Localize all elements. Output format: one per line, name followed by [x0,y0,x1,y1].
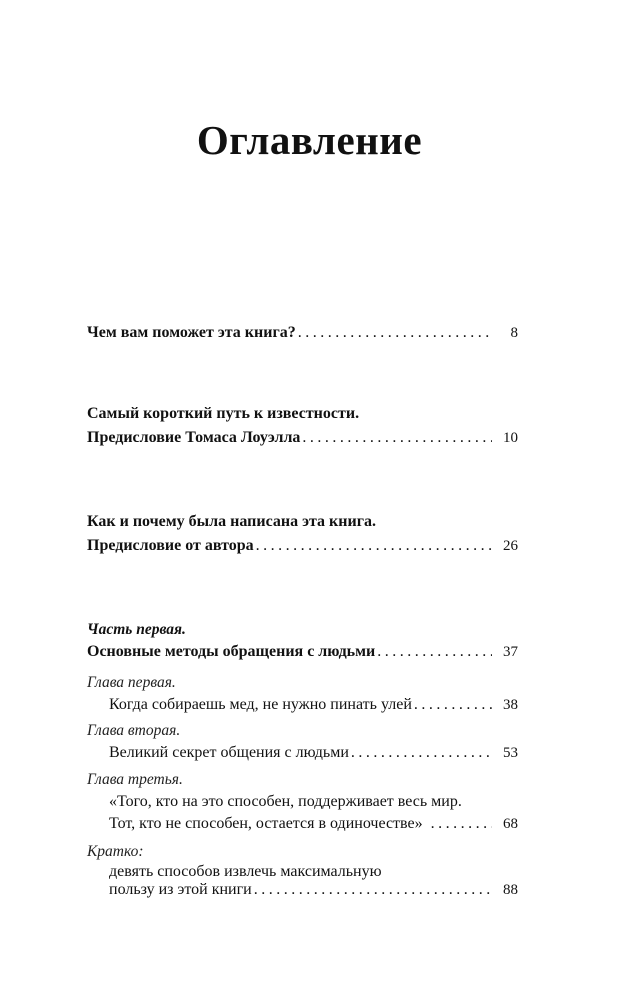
toc-entry-chapter-2[interactable] [109,742,518,764]
page-number: 53 [503,745,518,761]
toc-entry-chapter-3[interactable] [109,813,518,835]
part-label: Часть первая. [87,621,186,638]
dot-leader [351,742,492,764]
entry-title: Когда собираешь мед, не нужно пинать улей [109,696,412,713]
dot-leader [256,535,492,557]
entry-title: Чем вам поможет эта книга? [87,324,296,341]
entry-title: Великий секрет общения с людьми [109,744,349,761]
entry-title: Как и почему была написана эта книга. [87,513,376,530]
page-number: 26 [503,538,518,554]
dot-leader [431,813,492,835]
toc-entry-author-preface-line1[interactable] [87,511,518,533]
page-number: 88 [503,882,518,898]
toc-entry-summary[interactable] [109,879,518,901]
page-title: Оглавление [196,117,423,163]
toc-entry-foreword[interactable] [87,427,518,449]
page-number: 37 [503,644,518,660]
entry-title: Самый короткий путь к известности. [87,405,360,422]
entry-title: пользу из этой книги [109,881,252,898]
page-number: 8 [510,325,518,341]
dot-leader [302,427,492,449]
chapter-label: Глава вторая. [87,722,181,739]
toc-entry-part-one[interactable] [87,641,518,663]
dot-leader [254,879,492,901]
page-number: 38 [503,697,518,713]
toc-entry-foreword-line1[interactable] [87,403,518,425]
toc-entry-chapter-1[interactable] [109,694,518,716]
toc-entry-chapter-3-line1[interactable] [109,791,518,813]
page-number: 10 [503,430,518,446]
dot-leader [298,322,492,344]
toc-entry-intro[interactable] [87,322,518,344]
entry-title: Основные методы обращения с людьми [87,643,376,660]
summary-label: Кратко: [87,843,144,860]
entry-title: Тот, кто не способен, остается в одиночестве» [109,815,423,832]
entry-title: Предисловие от автора [87,537,254,554]
page-number: 68 [503,816,518,832]
entry-title: девять способов извлечь максимальную [109,863,382,880]
toc-entry-author-preface[interactable] [87,535,518,557]
chapter-label: Глава третья. [87,771,183,788]
chapter-label: Глава первая. [87,674,176,691]
entry-title: «Того, кто на это способен, поддерживает весь мир. [109,793,462,810]
entry-title: Предисловие Томаса Лоуэлла [87,429,301,446]
dot-leader [414,694,492,716]
dot-leader [377,641,492,663]
